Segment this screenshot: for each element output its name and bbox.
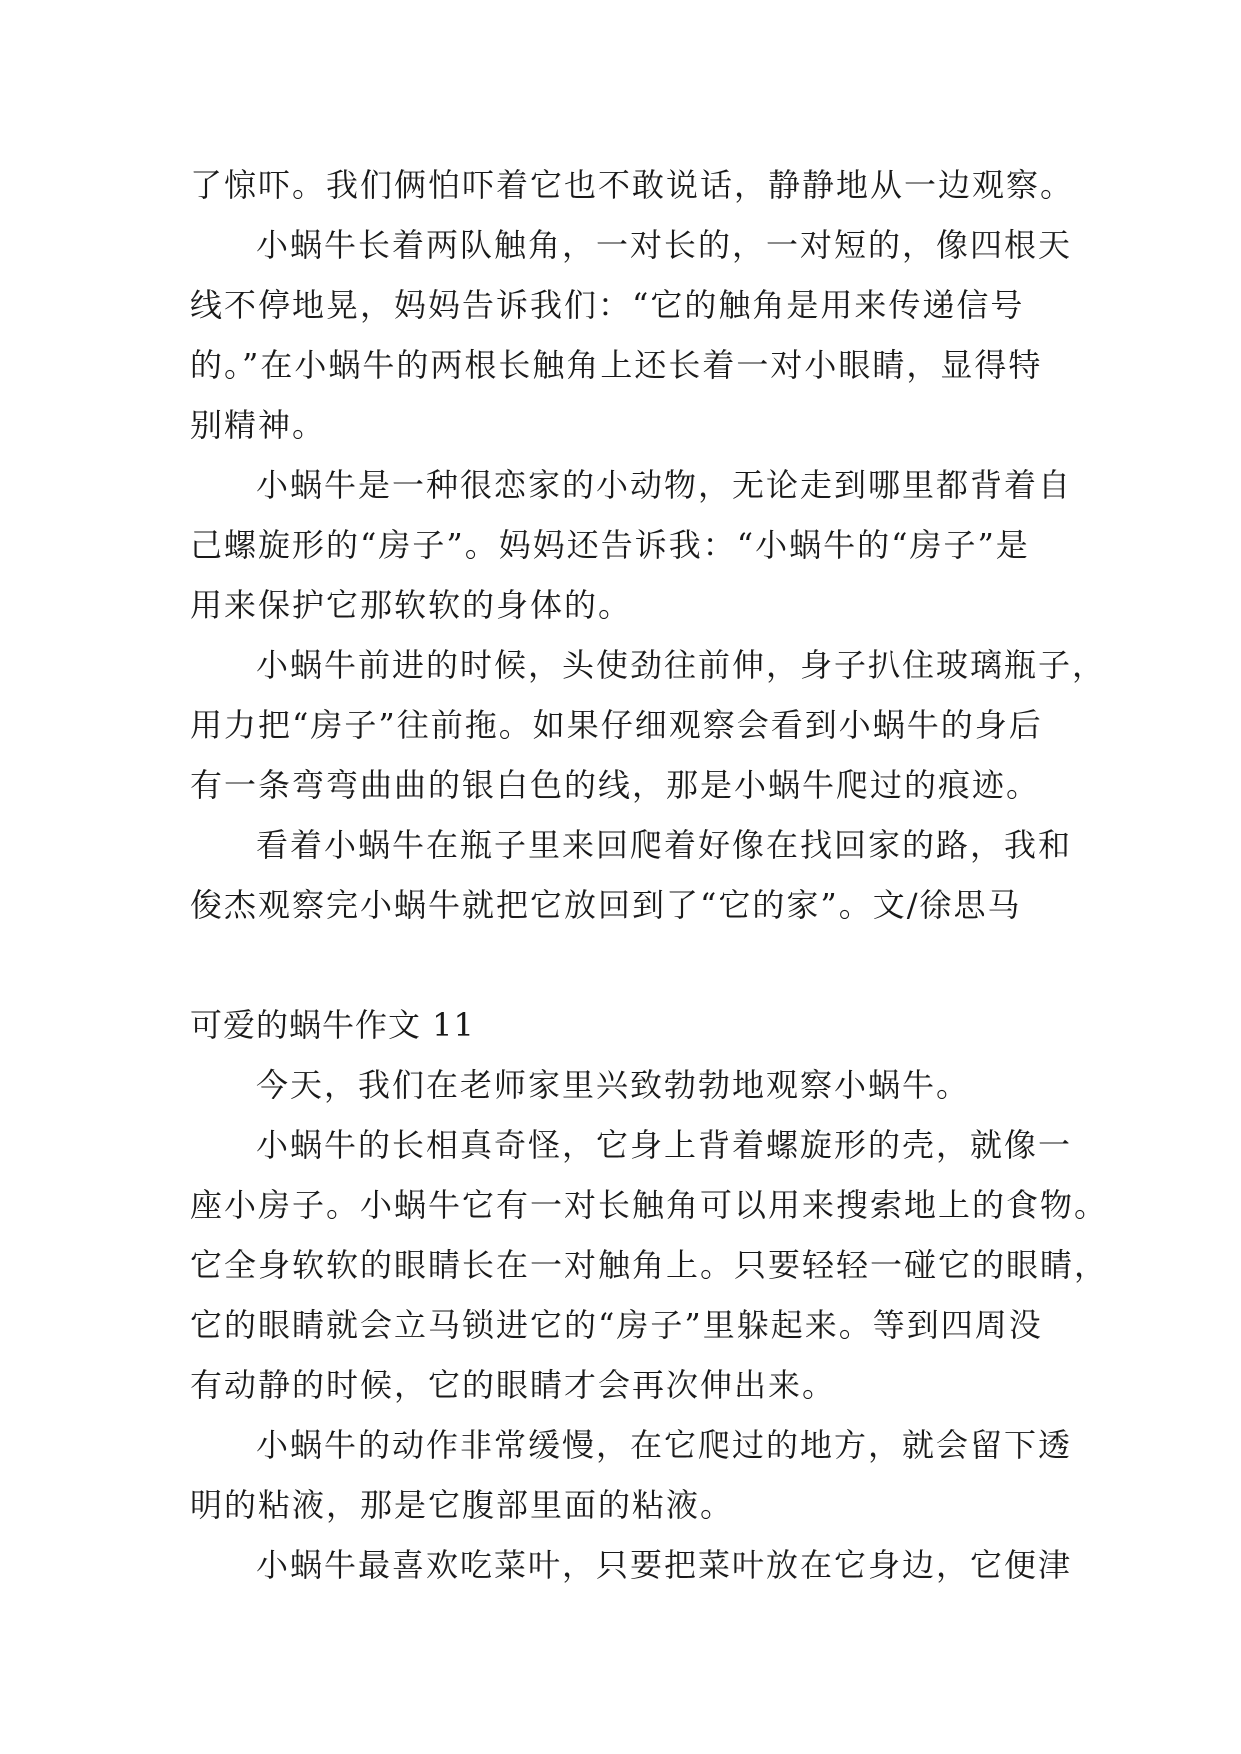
paragraph-line: 了惊吓。我们俩怕吓着它也不敢说话，静静地从一边观察。	[190, 166, 1075, 204]
document-body	[190, 155, 1109, 1595]
paragraph-line: 有一条弯弯曲曲的银白色的线，那是小蜗牛爬过的痕迹。	[190, 766, 1041, 804]
paragraph-line: 用力把“房子”往前拖。如果仔细观察会看到小蜗牛的身后	[190, 706, 1043, 744]
paragraph-line: 小蜗牛前进的时候，头使劲往前伸，身子扒住玻璃瓶子，	[256, 646, 1107, 684]
paragraph-line: 俊杰观察完小蜗牛就把它放回到了“它的家”。文/徐思马	[190, 886, 1022, 924]
paragraph-line: 小蜗牛长着两队触角，一对长的，一对短的，像四根天	[256, 226, 1073, 264]
blank-line	[190, 935, 1060, 995]
paragraph-line: 看着小蜗牛在瓶子里来回爬着好像在找回家的路，我和	[256, 826, 1073, 864]
paragraph-line: 今天，我们在老师家里兴致勃勃地观察小蜗牛。	[256, 1066, 971, 1104]
paragraph-line: 小蜗牛的动作非常缓慢，在它爬过的地方，就会留下透	[256, 1426, 1073, 1464]
paragraph-line: 别精神。	[190, 406, 327, 444]
paragraph-line: 的。”在小蜗牛的两根长触角上还长着一对小眼睛，显得特	[190, 346, 1043, 384]
paragraph-line: 小蜗牛最喜欢吃菜叶，只要把菜叶放在它身边，它便津	[256, 1546, 1073, 1584]
paragraph-line: 用来保护它那软软的身体的。	[190, 586, 633, 624]
paragraph-line: 它全身软软的眼睛长在一对触角上。只要轻轻一碰它的眼睛，	[190, 1246, 1109, 1284]
paragraph-line: 己螺旋形的“房子”。妈妈还告诉我：“小蜗牛的“房子”是	[190, 526, 1030, 564]
section-heading: 可爱的蜗牛作文 11	[190, 1006, 475, 1044]
paragraph-line: 它的眼睛就会立马锁进它的“房子”里躲起来。等到四周没	[190, 1306, 1043, 1344]
paragraph-line: 线不停地晃，妈妈告诉我们：“它的触角是用来传递信号	[190, 286, 1025, 324]
paragraph-line: 小蜗牛是一种很恋家的小动物，无论走到哪里都背着自	[256, 466, 1073, 504]
paragraph-line: 明的粘液，那是它腹部里面的粘液。	[190, 1486, 735, 1524]
paragraph-line: 有动静的时候，它的眼睛才会再次伸出来。	[190, 1366, 837, 1404]
paragraph-line: 小蜗牛的长相真奇怪，它身上背着螺旋形的壳，就像一	[256, 1126, 1073, 1164]
paragraph-line: 座小房子。小蜗牛它有一对长触角可以用来搜索地上的食物。	[190, 1186, 1109, 1224]
